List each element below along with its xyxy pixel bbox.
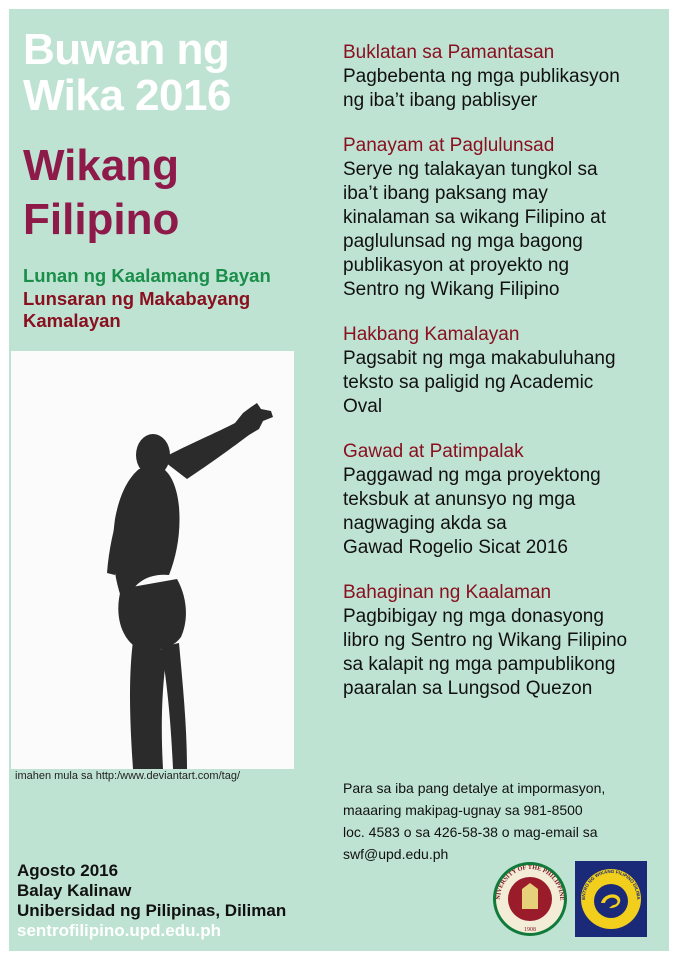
- desc-line: iba’t ibang paksang may: [343, 183, 548, 204]
- event-title-line2: Wika 2016: [23, 71, 231, 120]
- contact-line: loc. 4583 o sa 426-58-38 o mag-email sa: [343, 824, 598, 840]
- event-item-title: Bahaginan ng Kaalaman: [343, 582, 552, 603]
- subtitle-green: Lunan ng Kaalamang Bayan: [23, 265, 271, 286]
- event-item-title: Gawad at Patimpalak: [343, 441, 524, 462]
- desc-line: teksto sa paligid ng Academic: [343, 372, 594, 393]
- desc-line: Oval: [343, 396, 383, 417]
- event-item: [343, 581, 663, 701]
- poster: [9, 9, 669, 951]
- seal-year: 1908: [524, 927, 536, 933]
- desc-line: paglulunsad ng mga bagong: [343, 231, 583, 252]
- desc-line: sa kalapit ng mga pampublikong: [343, 654, 616, 675]
- theme-title: [23, 139, 323, 247]
- subtitle-red: [23, 288, 333, 332]
- event-title: [23, 27, 323, 119]
- contact-line: Para sa iba pang detalye at impormasyon,: [343, 780, 606, 796]
- desc-line: Pagbebenta ng mga publikasyon: [343, 66, 620, 87]
- event-item-title: Hakbang Kamalayan: [343, 324, 520, 345]
- subtitle-red-line1: Lunsaran ng Makabayang: [23, 288, 251, 309]
- desc-line: paaralan sa Lungsod Quezon: [343, 678, 593, 699]
- event-item-desc: [343, 605, 663, 701]
- event-title-line1: Buwan ng: [23, 25, 230, 74]
- photo-credit: imahen mula sa http:/www.deviantart.com/tag/: [15, 770, 240, 782]
- event-item-desc: [343, 464, 663, 560]
- event-item-desc: [343, 347, 663, 419]
- event-item-title: Panayam at Paglulunsad: [343, 135, 555, 156]
- subtitle-red-line2: Kamalayan: [23, 310, 121, 331]
- event-university: Unibersidad ng Pilipinas, Diliman: [17, 901, 287, 920]
- desc-line: libro ng Sentro ng Wikang Filipino: [343, 630, 628, 651]
- event-item-desc: [343, 65, 663, 113]
- up-seal-logo: [491, 859, 569, 939]
- event-item: [343, 323, 663, 419]
- event-list: [343, 41, 663, 722]
- swf-logo: [575, 861, 647, 937]
- desc-line: publikasyon at proyekto ng: [343, 255, 570, 276]
- event-venue: Balay Kalinaw: [17, 881, 132, 900]
- event-date: Agosto 2016: [17, 861, 119, 880]
- swf-logo-icon: [575, 861, 647, 937]
- theme-title-line1: Wikang: [23, 141, 180, 190]
- desc-line: Gawad Rogelio Sicat 2016: [343, 537, 568, 558]
- website-link[interactable]: sentrofilipino.upd.edu.ph: [17, 921, 221, 940]
- up-seal-icon: [491, 859, 569, 939]
- swf-text: ENTRO NG WIKANG FILIPINO DILIMA: [580, 868, 642, 900]
- oblation-statue-image: [11, 351, 294, 769]
- theme-title-line2: Filipino: [23, 195, 180, 244]
- event-footer: [17, 861, 347, 941]
- oblation-photo: [11, 351, 294, 769]
- seal-text: NIVERSITY OF THE PHILIPPINE: [494, 863, 566, 901]
- contact-info: [343, 777, 663, 865]
- desc-line: Sentro ng Wikang Filipino: [343, 279, 560, 300]
- event-item-desc: [343, 158, 663, 302]
- event-item-title: Buklatan sa Pamantasan: [343, 42, 555, 63]
- event-item: [343, 440, 663, 560]
- event-item: [343, 41, 663, 113]
- desc-line: kinalaman sa wikang Filipino at: [343, 207, 606, 228]
- contact-phone: maaaring makipag-ugnay sa 981-8500: [343, 802, 583, 818]
- contact-email[interactable]: swf@upd.edu.ph: [343, 846, 449, 862]
- desc-line: Serye ng talakayan tungkol sa: [343, 159, 598, 180]
- desc-line: Pagsabit ng mga makabuluhang: [343, 348, 616, 369]
- event-item: [343, 134, 663, 302]
- desc-line: Paggawad ng mga proyektong: [343, 465, 601, 486]
- desc-line: teksbuk at anunsyo ng mga: [343, 489, 576, 510]
- desc-line: nagwaging akda sa: [343, 513, 507, 534]
- desc-line: ng iba’t ibang pablisyer: [343, 90, 538, 111]
- desc-line: Pagbibigay ng mga donasyong: [343, 606, 604, 627]
